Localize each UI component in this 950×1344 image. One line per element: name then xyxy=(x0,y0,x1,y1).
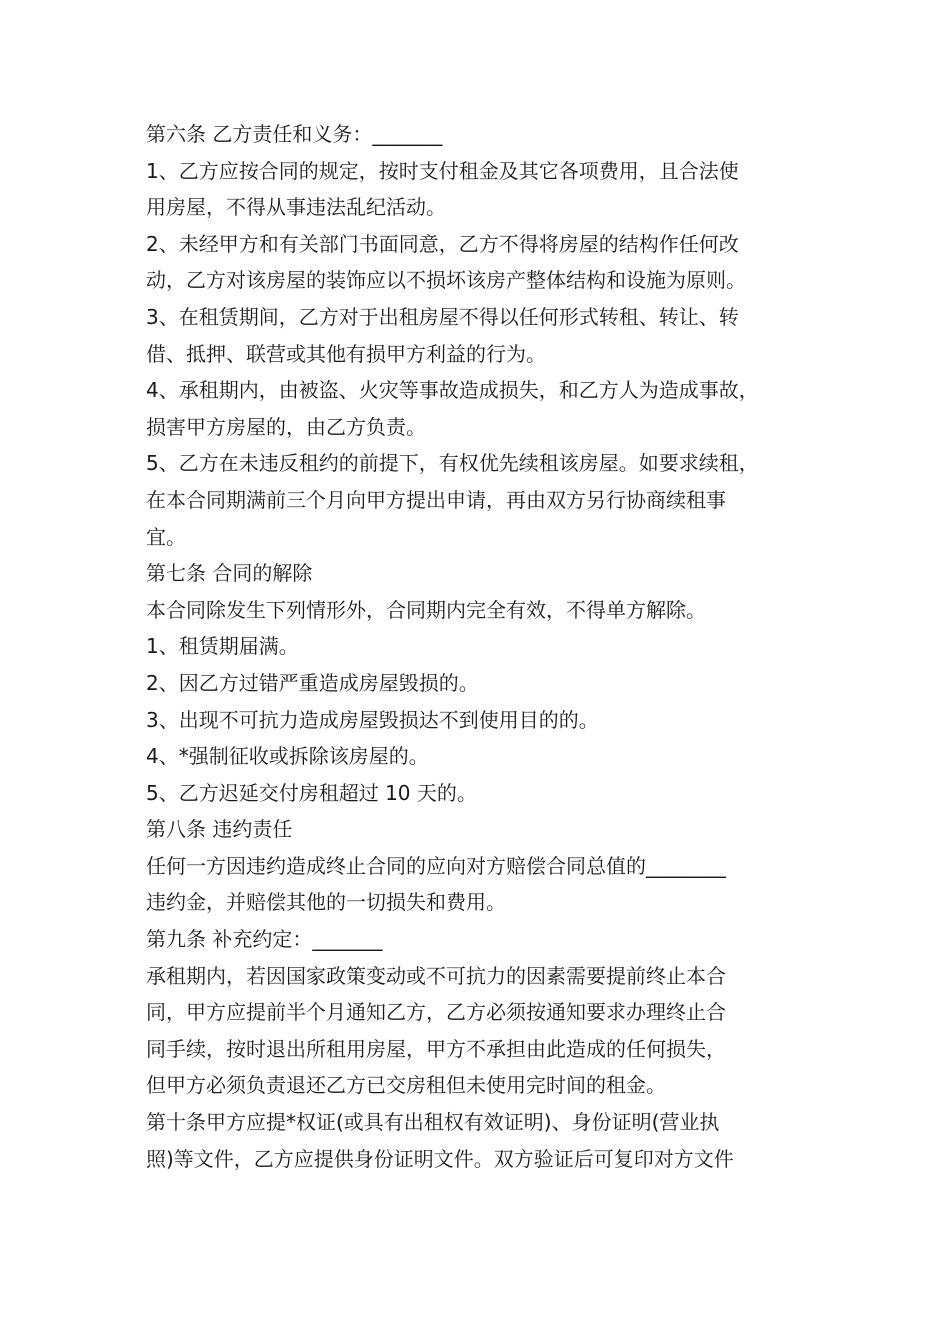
text-line: 用房屋，不得从事违法乱纪活动。 xyxy=(146,195,446,220)
text-line: 5、乙方在未违反租约的前提下，有权优先续租该房屋。如要求续租， xyxy=(146,451,759,476)
text-line: 任何一方因违约造成终止合同的应向对方赔偿合同总值的________ xyxy=(146,853,726,878)
text-line: 2、未经甲方和有关部门书面同意，乙方不得将房屋的结构作任何改 xyxy=(146,231,739,256)
text-line: 在本合同期满前三个月向甲方提出申请，再由双方另行协商续租事 xyxy=(146,487,726,512)
article-8-heading: 第八条 违约责任 xyxy=(146,817,293,842)
text-line: 3、出现不可抗力造成房屋毁损达不到使用目的的。 xyxy=(146,707,599,732)
text-line: 承租期内，若因国家政策变动或不可抗力的因素需要提前终止本合 xyxy=(146,963,726,988)
document-body xyxy=(146,116,826,1177)
text-line: 损害甲方房屋的，由乙方负责。 xyxy=(146,414,426,439)
article-6-heading: 第六条 乙方责任和义务：_______ xyxy=(146,122,443,146)
text-line: 同手续，按时退出所租用房屋，甲方不承担由此造成的任何损失， xyxy=(146,1036,726,1061)
text-line: 本合同除发生下列情形外，合同期内完全有效，不得单方解除。 xyxy=(146,597,706,622)
text-line: 1、乙方应按合同的规定，按时支付租金及其它各项费用，且合法使 xyxy=(146,158,739,183)
article-7-heading: 第七条 合同的解除 xyxy=(146,561,313,586)
text-line: 5、乙方迟延交付房租超过 10 天的。 xyxy=(146,780,477,805)
text-line: 宜。 xyxy=(146,524,186,549)
text-line: 动，乙方对该房屋的装饰应以不损坏该房产整体结构和设施为原则。 xyxy=(146,268,746,293)
text-line: 照)等文件，乙方应提供身份证明文件。双方验证后可复印对方文件 xyxy=(146,1146,734,1171)
text-line: 4、*强制征收或拆除该房屋的。 xyxy=(146,744,429,769)
text-line: 同，甲方应提前半个月通知乙方，乙方必须按通知要求办理终止合 xyxy=(146,1000,726,1025)
text-line: 2、因乙方过错严重造成房屋毁损的。 xyxy=(146,670,479,695)
text-line: 借、抵押、联营或其他有损甲方利益的行为。 xyxy=(146,341,546,366)
text-line: 3、在租赁期间，乙方对于出租房屋不得以任何形式转租、转让、转 xyxy=(146,304,739,329)
text-line: 4、承租期内，由被盗、火灾等事故造成损失，和乙方人为造成事故， xyxy=(146,378,759,403)
article-10-text: 第十条甲方应提*权证(或具有出租权有效证明)、身份证明(营业执 xyxy=(146,1110,720,1135)
text-line: 违约金，并赔偿其他的一切损失和费用。 xyxy=(146,890,506,915)
text-line: 但甲方必须负责退还乙方已交房租但未使用完时间的租金。 xyxy=(146,1073,666,1098)
article-9-heading: 第九条 补充约定：_______ xyxy=(146,927,383,952)
text-line: 1、租赁期届满。 xyxy=(146,634,299,659)
